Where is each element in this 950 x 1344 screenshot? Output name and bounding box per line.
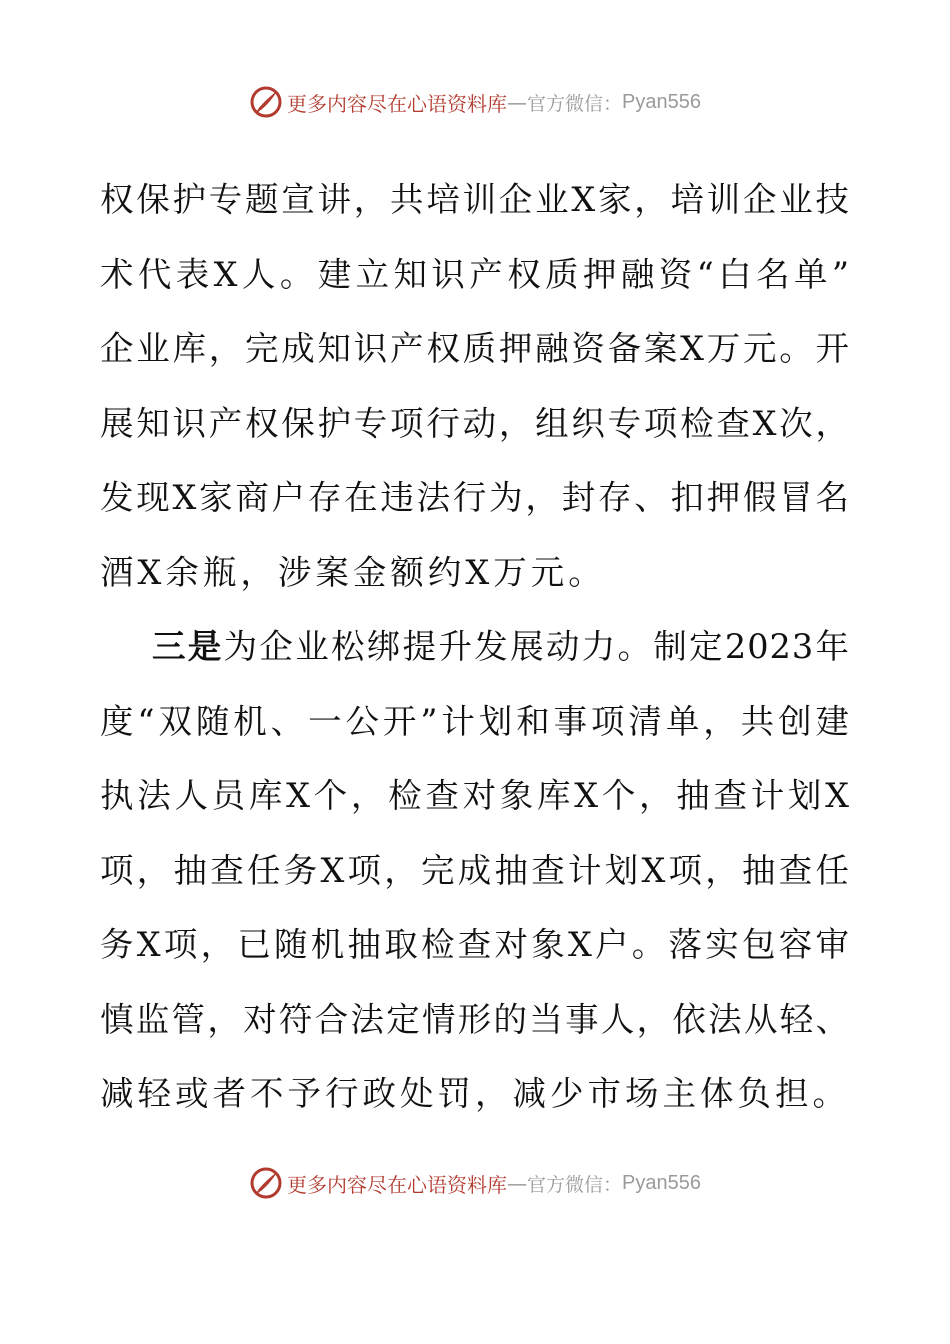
bold-lead: 三是 [152,627,224,666]
paragraph-2 [100,610,850,1132]
text-line: 发现X家商户存在违法行为，封存、扣押假冒名 [100,478,850,517]
banner-contact-label: 官方微信： [527,1173,623,1196]
text-line-first [100,610,850,685]
banner-separator: — [507,1171,527,1195]
text-line: 执法人员库X个，检查对象库X个，抽查计划X [100,776,850,815]
banner-main-text: 更多内容尽在心语资料库 [287,1172,507,1197]
banner-contact-label: 官方微信： [527,92,623,115]
document-body [100,163,850,1132]
text-line: 减轻或者不予行政处罚，减少市场主体负担。 [100,1074,850,1113]
text-line: 权保护专题宣讲，共培训企业X家，培训企业技 [100,180,850,219]
text-line: 企业库，完成知识产权质押融资备案X万元。开 [100,329,850,368]
banner-main-text: 更多内容尽在心语资料库 [287,91,507,116]
text-line: 酒X余瓶，涉案金额约X万元。 [100,552,606,592]
text-line: 项，抽查任务X项，完成抽查计划X项，抽查任 [100,850,850,890]
header-banner [0,80,950,124]
quill-logo-icon [249,1166,283,1200]
text-line: 展知识产权保护专项行动，组织专项检查X次， [100,403,850,443]
paragraph-1 [100,163,850,610]
banner-separator: — [507,90,527,114]
first-line-rest: 为企业松绑提升发展动力。制定2023年 [223,627,850,666]
footer-banner [0,1161,950,1205]
text-line: 慎监管，对符合法定情形的当事人，依法从轻、 [100,999,850,1039]
quill-logo-icon [249,85,283,119]
banner-handle: Pyan556 [622,1171,701,1194]
text-line: 术代表X人。建立知识产权质押融资“白名单” [100,254,850,294]
banner-handle: Pyan556 [622,90,701,113]
text-line: 度“双随机、一公开”计划和事项清单，共创建 [100,701,850,741]
text-line: 务X项，已随机抽取检查对象X户。落实包容审 [100,925,850,964]
